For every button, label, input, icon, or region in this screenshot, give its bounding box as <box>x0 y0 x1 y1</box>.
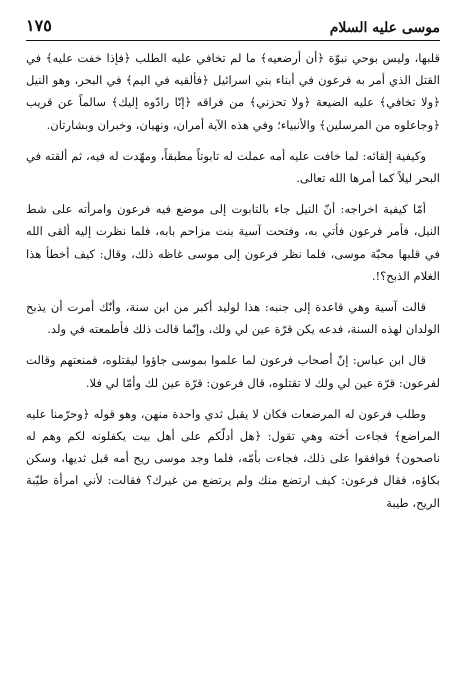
header-rule <box>26 40 440 41</box>
paragraph: قالت آسية وهي قاعدة إلى جنبه: هذا لوليد أكبر من ابن سنة، وأنّك أمرت أن يذبح الولدان لهذه السنة، فدعه يكن قرّة عين لي ولك، وإنّما قالت ذلك فأطمعته في ولد. <box>26 300 440 337</box>
body-text <box>26 47 440 514</box>
page-number: ١٧٥ <box>26 16 52 35</box>
paragraph: قلبها، وليس بوحي نبوّة ﴿أن أرضعيه﴾ ما لم تخافي عليه الطلب ﴿فإذا خفت عليه﴾ في القتل الذي أمر به فرعون في أبناء بني اسرائيل ﴿فألقيه في اليم﴾ في البحر، وهو النيل ﴿ولا تخافي﴾ عليه الضيعة ﴿ولا تحزني﴾ من فراقه ﴿إنّا رادّوه إليك﴾ سالماً عن قريب ﴿وجاعلوه من المرسلين﴾ والأنبياء؛ وفي هذه الآية أمران، ونهيان، وخبران وبشارتان. <box>26 51 440 132</box>
page-header <box>26 14 440 36</box>
paragraph: وطلب فرعون له المرضعات فكان لا يقبل ثدي واحدة منهن، وهو قوله ﴿وحرّمنا عليه المراضع﴾ فجاءت أخته وهي تقول: ﴿هل أدلّكم على أهل بيت يكفلونه لكم وهم له ناصحون﴾ فوافقوا على ذلك، فجاءت بأمّه، فلما وجد موسى ريح أمه قبل ثديها، وسكن بكاؤه، فقال فرعون: كيف ارتضع منك ولم يرتضع من غيرك؟ فقالت: لأني امرأة طيّبة الريح، طيبة <box>26 406 440 510</box>
running-title: موسى عليه السلام <box>329 20 440 36</box>
paragraph: وكيفية إلقائه: لما خافت عليه أمه عملت له تابوتاً مطبقاً، ومهّدت له فيه، ثم ألقته في البحر ليلاً كما أمرها الله تعالى. <box>26 148 440 186</box>
paragraph: أمّا كيفية اخراجه: أنّ النيل جاء بالتابوت إلى موضع فيه فرعون وامرأته على شط النيل، فأمر فرعون فأتي به، وفتحت آسية بنت مزاحم بابه، فلما نظرت إليه ألقى الله في قلبها محبّة موسى، فلما نظر فرعون إلى موسى غاظه ذلك، وقال: كيف أخطأ هذا الغلام الذبح؟!. <box>26 202 440 283</box>
paragraph: قال ابن عباس: إنّ أصحاب فرعون لما علموا بموسى جاؤوا ليقتلوه، فمنعتهم وقالت لفرعون: قرّة عين لي ولك لا تقتلوه، قال فرعون: قرّة عين لك وأمّا لي فلا. <box>26 353 440 390</box>
